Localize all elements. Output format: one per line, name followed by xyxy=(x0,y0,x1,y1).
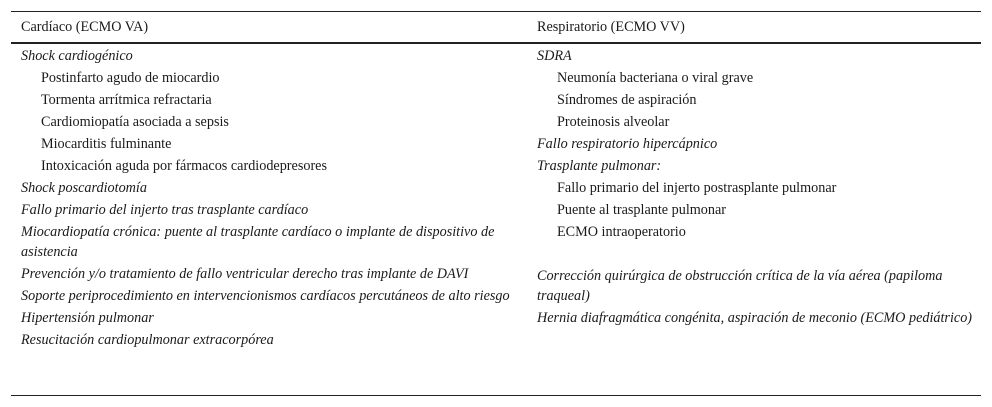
list-item: Miocardiopatía crónica: puente al trasplante cardíaco o implante de dispositivo de asistencia xyxy=(21,224,495,260)
table-bottom-rule xyxy=(11,395,981,396)
list-item: Trasplante pulmonar: xyxy=(537,158,662,174)
list-item: Proteinosis alveolar xyxy=(557,114,670,130)
list-item: Miocarditis fulminante xyxy=(41,136,172,152)
list-item: Fallo respiratorio hipercápnico xyxy=(537,136,718,152)
list-item: Prevención y/o tratamiento de fallo ventricular derecho tras implante de DAVI xyxy=(21,266,469,282)
list-item: Fallo primario del injerto postrasplante pulmonar xyxy=(557,180,837,196)
list-item: Puente al trasplante pulmonar xyxy=(557,202,727,218)
list-item: Fallo primario del injerto tras trasplante cardíaco xyxy=(21,202,309,218)
list-item: Tormenta arrítmica refractaria xyxy=(41,92,212,108)
table-top-rule xyxy=(11,11,981,12)
list-item: SDRA xyxy=(537,48,572,64)
list-item: Hernia diafragmática congénita, aspiración de meconio (ECMO pediátrico) xyxy=(537,310,973,326)
list-item: Corrección quirúrgica de obstrucción crítica de la vía aérea (papiloma traqueal) xyxy=(537,268,943,304)
list-item: Hipertensión pulmonar xyxy=(21,310,154,326)
list-item: Soporte periprocedimiento en intervencionismos cardíacos percutáneos de alto riesgo xyxy=(21,288,510,304)
list-item: Síndromes de aspiración xyxy=(557,92,697,108)
list-item: Shock cardiogénico xyxy=(21,48,133,64)
list-item: Neumonía bacteriana o viral grave xyxy=(557,70,754,86)
list-item: Cardiomiopatía asociada a sepsis xyxy=(41,114,229,130)
header-cardiac: Cardíaco (ECMO VA) xyxy=(21,19,149,35)
list-item: Intoxicación aguda por fármacos cardiodepresores xyxy=(41,158,327,174)
list-item: ECMO intraoperatorio xyxy=(557,224,686,240)
header-respiratory: Respiratorio (ECMO VV) xyxy=(537,19,685,35)
respiratory-column xyxy=(537,44,977,328)
list-item: Postinfarto agudo de miocardio xyxy=(41,70,220,86)
cardiac-column xyxy=(21,44,521,350)
list-item: Shock poscardiotomía xyxy=(21,180,147,196)
list-item: Resucitación cardiopulmonar extracorpórea xyxy=(21,332,274,348)
